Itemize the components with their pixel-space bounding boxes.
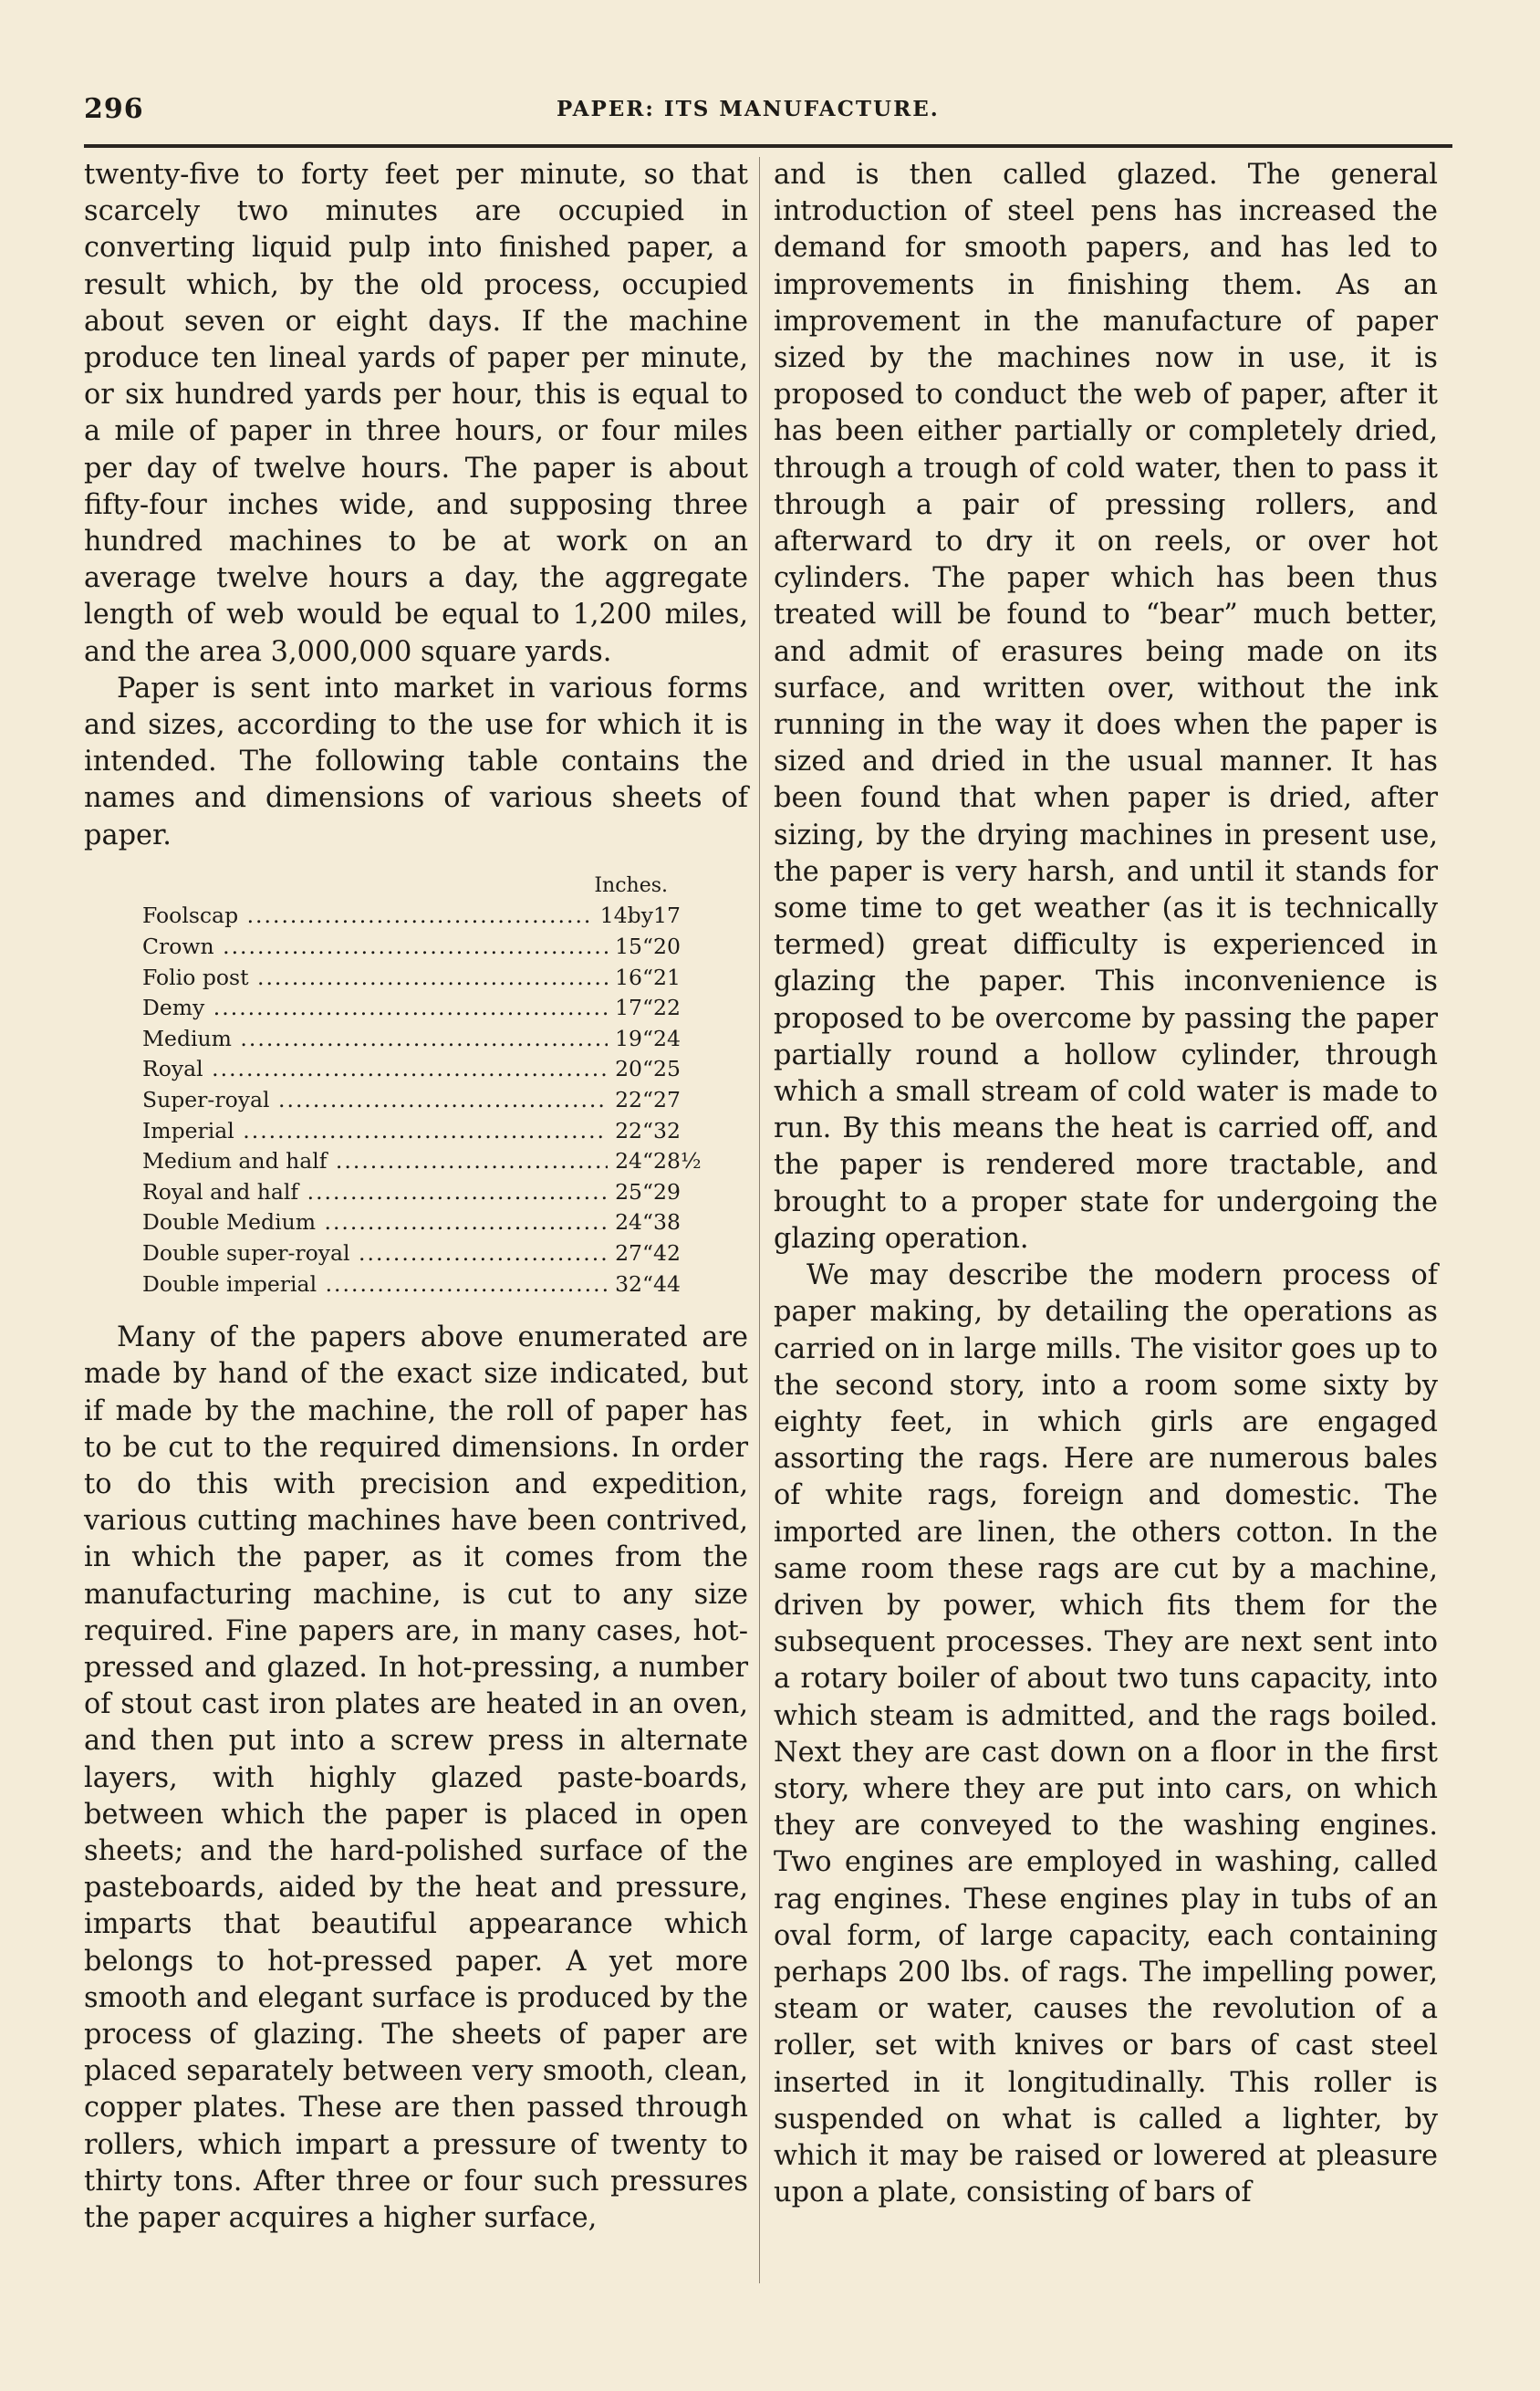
right-column [774,157,1438,2211]
width-inches: 14 [599,903,628,929]
size-separator: “ [641,964,653,990]
height-inches: 22 [653,995,681,1021]
paper-name: Royal and half ..... [142,1177,608,1208]
paper-name: Double super-royal ..... [142,1238,608,1269]
paper-name: Double imperial ..... [142,1269,608,1300]
right-paragraph-2: We may describe the modern process of paper making, by detailing the operations as carried on in large mills. The visitor goes up to the second story, into a room some sixty by eighty feet, in which girls are engaged assorting the rags. Here are numerous bales of white rags, foreign and domestic. The imported are linen, the others cotton. In the same room these rags are cut by a machine, driven by power, which fits them for the subsequent processes. They are next sent into a rotary boiler of about two tuns capacity, into which steam is admitted, and the rags boiled. Next they are cast down on a floor in the first story, where they are put into cars, on which they are conveyed to the washing engines. Two engines are employed in washing, called rag engines. These engines play in tubs of an oval form, of large capacity, each containing perhaps 200 lbs. of rags. The impelling power, steam or water, causes the revolution of a roller, set with knives or bars of cast steel inserted in it longitudinally. This roller is suspended on what is called a lighter, by which it may be raised or lowered at pleasure upon a plate, consisting of bars of [774,1259,1438,2209]
paper-name: Demy ..... [142,993,608,1024]
height-inches: 17 [653,903,681,929]
width-inches: 19 [615,1025,642,1051]
table-row [142,1054,690,1085]
table-row [142,1085,690,1116]
size-separator: “ [641,995,653,1021]
height-inches: 32 [653,1117,681,1143]
width-inches: 17 [615,995,642,1021]
size-separator: “ [641,1087,653,1113]
paper-sizes-table [142,871,702,1300]
size-separator: “ [641,934,653,960]
table-row [142,1146,702,1177]
width-inches: 16 [615,964,642,990]
width-inches: 32 [615,1270,642,1297]
table-row [142,1116,690,1147]
width-inches: 20 [615,1056,642,1082]
table-row [142,963,690,994]
height-inches: 42 [653,1239,681,1266]
height-inches: 29 [653,1178,681,1205]
size-separator: by [627,903,653,929]
column-divider [759,157,760,2283]
header-rule [84,144,1452,148]
page-number: 296 [84,93,144,125]
paper-name: Medium and half ..... [142,1146,608,1177]
size-separator: “ [641,1209,653,1236]
table-row [142,932,690,963]
height-inches: 27 [653,1087,681,1113]
paper-name: Royal ..... [142,1054,608,1085]
running-head: PAPER: ITS MANUFACTURE. [557,97,940,121]
left-paragraph-3: Many of the papers above enumerated are made by hand of the exact size indicated, but if made by the machine, the roll of paper has to be cut to the required dimensions. In order to do this with precision and expedition, various cutting machines have been contrived, in which the paper, as it comes from the manufacturing machine, is cut to any size required. Fine papers are, in many cases, hot-pressed and glazed. In hot-pressing, a number of stout cast iron plates are heated in an oven, and then put into a screw press in alternate layers, with highly glazed paste-boards, between which the paper is placed in open sheets; and the hard-polished surface of the pasteboards, aided by the heat and pressure, imparts that beautiful appearance which belongs to hot-pressed paper. A yet more smooth and elegant surface is produced by the process of glazing. The sheets of paper are placed separately between very smooth, clean, copper plates. These are then passed through rollers, which impart a pressure of twenty to thirty tons. After three or four such pressures the paper acquires a higher surface, [84,1321,748,2235]
paper-name: Foolscap ..... [142,901,593,932]
height-inches: 44 [653,1270,681,1297]
paper-name: Double Medium ..... [142,1207,608,1238]
left-paragraph-1: twenty-five to forty feet per minute, so that scarcely two minutes are occupied in converting liquid pulp into finished paper, a result which, by the old process, occupied about seven or eight days. If the machine produce ten lineal yards of paper per minute, or six hundred yards per hour, this is equal to a mile of paper in three hours, or four miles per day of twelve hours. The paper is about fifty-four inches wide, and supposing three hundred machines to be at work on an average twelve hours a day, the aggregate length of web would be equal to 1,200 miles, and the area 3,000,000 square yards. [84,159,748,668]
width-inches: 22 [615,1087,642,1113]
paper-name: Super-royal ..... [142,1085,608,1116]
table-row [142,1269,690,1300]
size-separator: “ [641,1239,653,1266]
paper-name: Crown ..... [142,932,608,963]
size-separator: “ [641,1025,653,1051]
paper-name: Imperial ..... [142,1116,608,1147]
table-row [142,1177,690,1208]
width-inches: 25 [615,1178,642,1205]
width-inches: 15 [615,934,642,960]
height-inches: 38 [653,1209,681,1236]
right-paragraph-1: and is then called glazed. The general introduction of steel pens has increased the demand for smooth papers, and has led to improvements in finishing them. As an improvement in the manufacture of paper sized by the machines now in use, it is proposed to conduct the web of paper, after it has been either partially or completely dried, through a trough of cold water, then to pass it through a pair of pressing rollers, and afterward to dry it on reels, or over hot cylinders. The paper which has been thus treated will be found to “bear” much better, and admit of erasures being made on its surface, and written over, without the ink running in the way it does when the paper is sized and dried in the usual manner. It has been found that when paper is dried, after sizing, by the drying machines in present use, the paper is very harsh, and until it stands for some time to get weather (as it is technically termed) great difficulty is experienced in glazing the paper. This inconvenience is proposed to be overcome by passing the paper partially round a hollow cylinder, through which a small stream of cold water is made to run. By this means the heat is carried off, and the paper is rendered more tractable, and brought to a proper state for undergoing the glazing operation. [774,159,1438,1255]
table-unit-header: Inches. [594,873,668,897]
paper-name: Folio post ..... [142,963,608,994]
size-separator: “ [641,1178,653,1205]
table-row [142,1024,690,1055]
size-separator: “ [641,1056,653,1082]
left-paragraph-2: Paper is sent into market in various forms and sizes, according to the use for which it is intended. The following table contains the names and dimensions of various sheets of paper. [84,672,748,851]
width-inches: 24 [615,1209,642,1236]
size-separator: “ [641,1148,653,1175]
size-separator: “ [641,1270,653,1297]
table-row [142,993,690,1024]
table-row [142,1238,690,1269]
paper-name: Medium ..... [142,1024,608,1055]
table-row [142,901,690,932]
height-inches: 20 [653,934,681,960]
width-inches: 22 [615,1117,642,1143]
width-inches: 24 [615,1148,642,1175]
size-separator: “ [641,1117,653,1143]
width-inches: 27 [615,1239,642,1266]
height-inches: 25 [653,1056,681,1082]
height-inches: 28½ [653,1148,702,1175]
left-column [84,157,748,2237]
height-inches: 21 [653,964,681,990]
table-row [142,1207,690,1238]
height-inches: 24 [653,1025,681,1051]
